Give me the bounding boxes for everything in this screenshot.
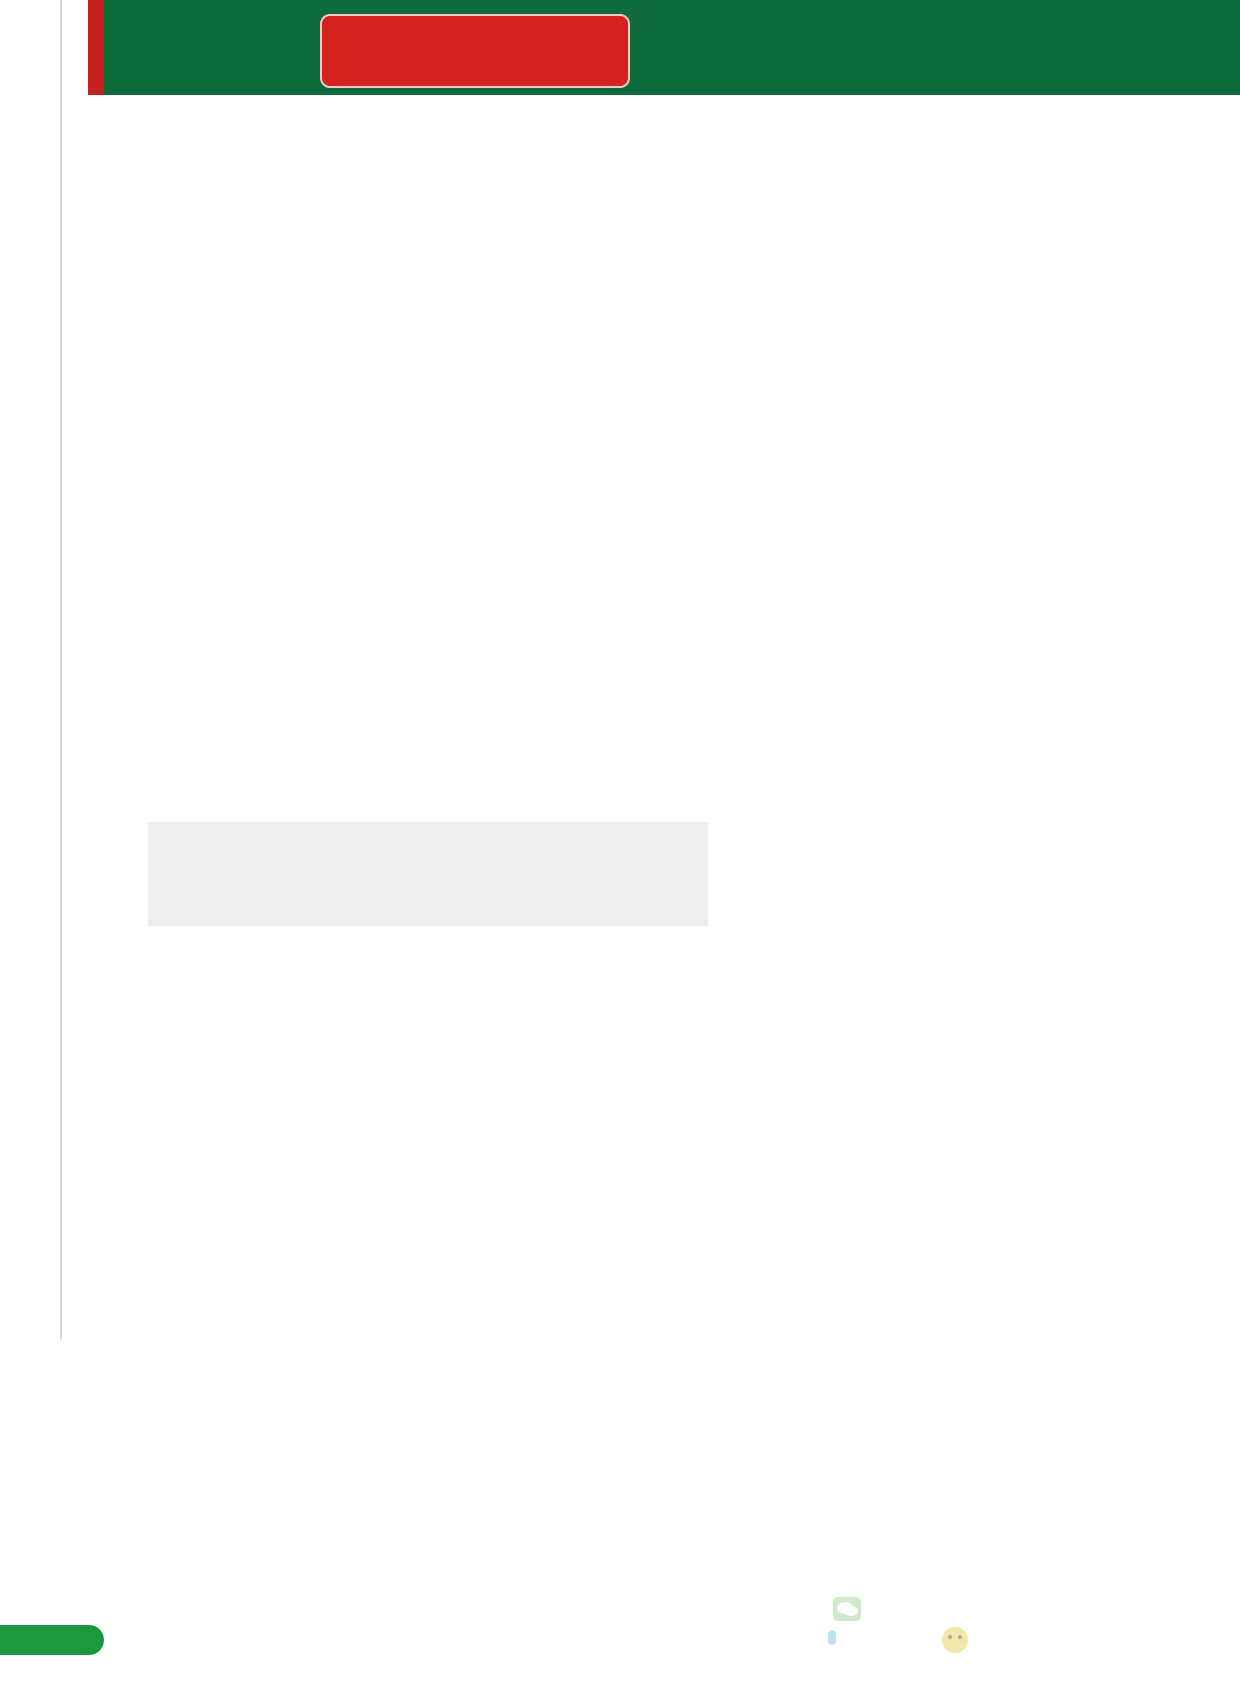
footer-skype bbox=[828, 1630, 840, 1645]
qq-icon bbox=[938, 1624, 972, 1654]
wechat-icon bbox=[832, 1596, 862, 1622]
footer-wechat bbox=[832, 1596, 870, 1622]
header-bar bbox=[88, 0, 1240, 95]
sidebar-edge bbox=[60, 0, 62, 1340]
skype-icon bbox=[828, 1630, 836, 1645]
watermark bbox=[148, 822, 708, 926]
header-red-strip bbox=[88, 0, 104, 95]
page-number-tab bbox=[0, 1625, 104, 1655]
system-badge bbox=[320, 14, 630, 88]
